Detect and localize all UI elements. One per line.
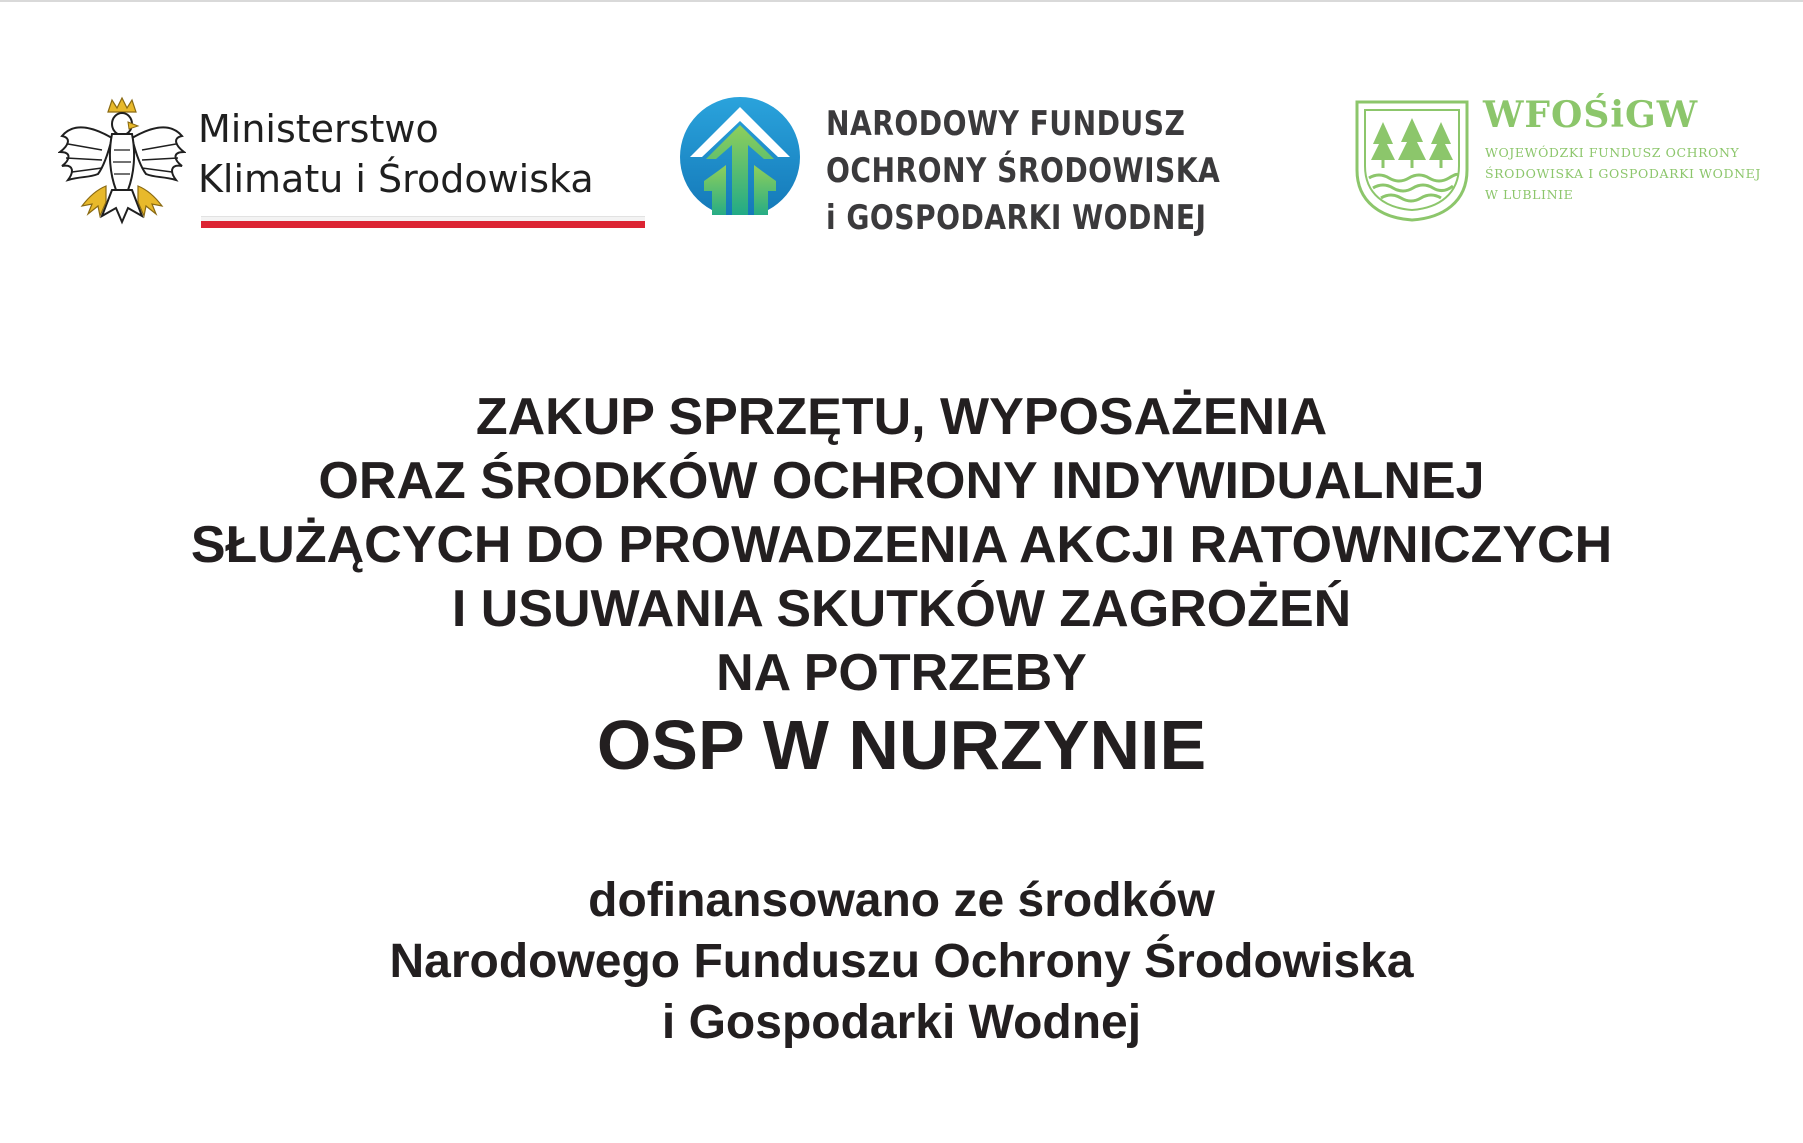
wfosigw-full-name [1485, 142, 1761, 205]
title-line-4: I USUWANIA SKUTKÓW ZAGROŻEŃ [451, 580, 1352, 638]
ministry-name-line-1: Ministerstwo [198, 107, 439, 151]
nfosigw-name [826, 101, 1220, 242]
nfosigw-name-line-1: NARODOWY FUNDUSZ [826, 104, 1186, 144]
title-line-2: ORAZ ŚRODKÓW OCHRONY INDYWIDUALNEJ [318, 452, 1485, 510]
ministry-name [198, 104, 594, 204]
ministry-name-line-2: Klimatu i Środowiska [198, 157, 594, 201]
top-border [0, 0, 1803, 2]
project-title [0, 385, 1803, 787]
funding-line-1: dofinansowano ze środków [588, 874, 1215, 927]
title-line-1: ZAKUP SPRZĘTU, WYPOSAŻENIA [475, 388, 1328, 446]
wfosigw-line-1: WOJEWÓDZKI FUNDUSZ OCHRONY [1485, 145, 1740, 160]
title-line-3: SŁUŻĄCYCH DO PROWADZENIA AKCJI RATOWNICZYCH [190, 516, 1613, 574]
forest-emblem-icon [1353, 98, 1471, 223]
funding-line-2: Narodowego Funduszu Ochrony Środowiska [389, 935, 1414, 988]
nfosigw-logo [678, 95, 1248, 238]
nfosigw-name-line-2: OCHRONY ŚRODOWISKA [826, 151, 1221, 191]
nfosigw-emblem-icon [678, 95, 802, 229]
funding-statement [0, 870, 1803, 1053]
ministry-logo [58, 94, 598, 244]
funding-line-3: i Gospodarki Wodnej [661, 996, 1142, 1049]
wfosigw-line-3: W LUBLINIE [1485, 187, 1574, 202]
wfosigw-logo [1353, 94, 1793, 228]
beneficiary-name: OSP W NURZYNIE [596, 706, 1207, 784]
polish-eagle-icon [58, 94, 186, 232]
title-line-5: NA POTRZEBY [716, 644, 1087, 702]
nfosigw-name-line-3: i GOSPODARKI WODNEJ [826, 198, 1207, 238]
wfosigw-acronym: WFOŚiGW [1483, 94, 1699, 136]
flag-stripe [201, 216, 645, 226]
wfosigw-line-2: ŚRODOWISKA I GOSPODARKI WODNEJ [1485, 166, 1761, 181]
